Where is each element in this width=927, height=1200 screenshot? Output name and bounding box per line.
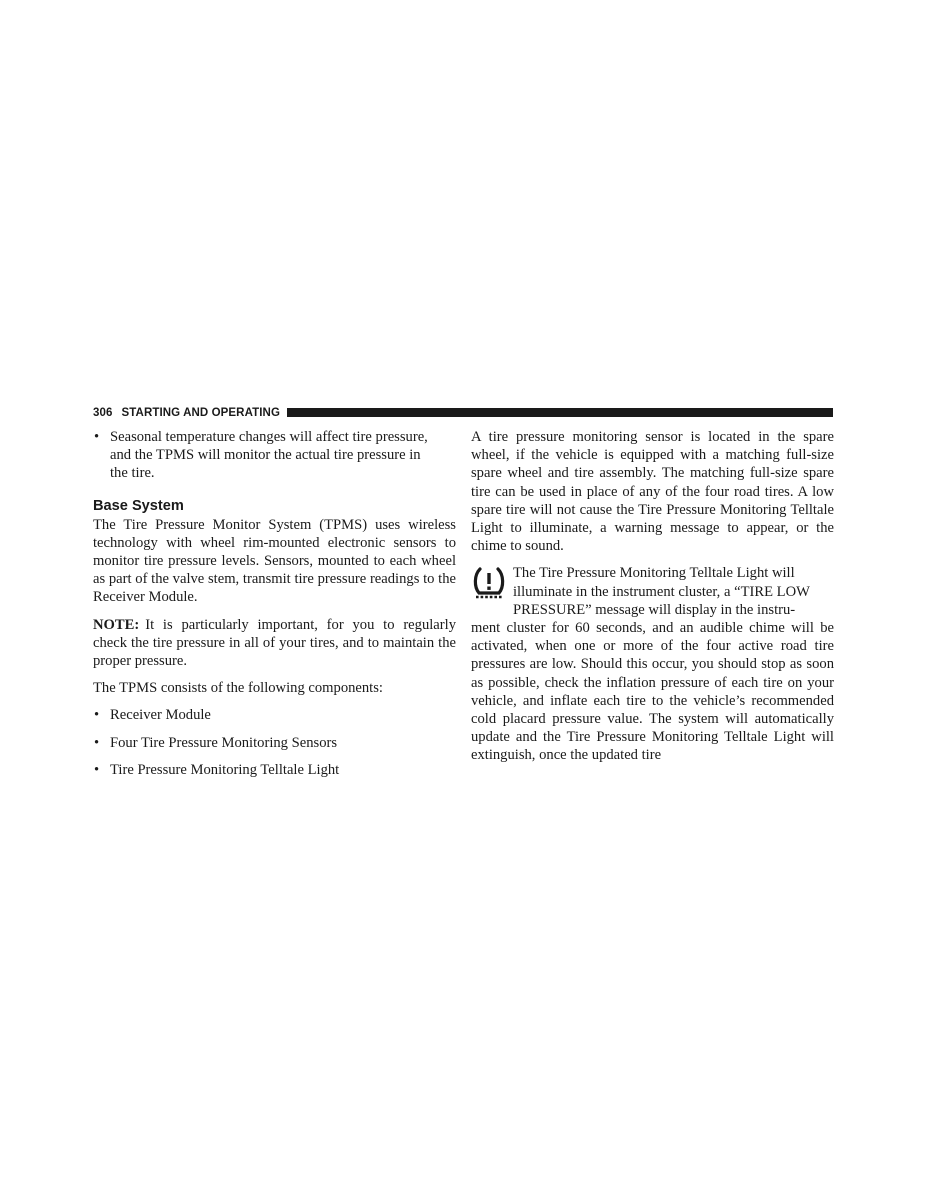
header-rule: [287, 408, 833, 417]
section-heading: Base System: [93, 497, 184, 514]
list-item: [93, 428, 456, 483]
telltale-line: PRESSURE” message will display in the instru-: [513, 601, 796, 618]
list-item: [93, 706, 456, 724]
list-item: [93, 734, 456, 752]
section-title: STARTING AND OPERATING: [121, 406, 281, 419]
bullet-text-line: and the TPMS will monitor the actual tire pressure in: [110, 447, 421, 464]
note-paragraph: [93, 616, 456, 671]
component-label: Receiver Module: [110, 707, 211, 724]
bullet-text-line: the tire.: [110, 465, 155, 482]
note-label: NOTE:: [93, 616, 140, 633]
bullet-icon: •: [94, 707, 100, 724]
telltale-paragraph: [471, 564, 834, 764]
component-label: Four Tire Pressure Monitoring Sensors: [110, 734, 338, 751]
telltale-line: The Tire Pressure Monitoring Telltale Light will: [513, 565, 795, 582]
page-number: 306: [93, 406, 113, 419]
bullet-icon: •: [94, 734, 100, 751]
telltale-continued: ment cluster for 60 seconds, and an audible chime will be activated, when one or more of the four active road tire pressures are low. Should this occur, you should stop as soon as possible, check the inflation pressure of each tire on your vehicle, and inflate each tire to the vehicle’s recommended cold placard pressure value. The system will automatically update and the Tire Pressure Monitoring Telltale Light will extinguish, once the updated tire: [471, 620, 834, 764]
page-header: [93, 404, 833, 421]
telltale-line: illuminate in the instrument cluster, a “TIRE LOW: [513, 583, 810, 600]
component-label: Tire Pressure Monitoring Telltale Light: [110, 761, 340, 778]
note-text: It is particularly important, for you to regularly check the tire pressure in all of your tires, and to maintain the proper pressure.: [93, 616, 456, 670]
list-item: [93, 761, 456, 779]
bullet-icon: •: [94, 429, 100, 445]
components-intro: The TPMS consists of the following components:: [93, 680, 383, 697]
tire-pressure-warning-icon: [471, 565, 507, 601]
spare-tire-paragraph: A tire pressure monitoring sensor is located in the spare wheel, if the vehicle is equipped with a matching full-size spare wheel and tire assembly. The matching full-size spare tire can be used in place of any of the four road tires. A low spare tire will not cause the Tire Pressure Monitoring Telltale Light to illuminate, a warning message to appear, or the chime to sound.: [471, 429, 834, 555]
right-column: [471, 428, 834, 774]
base-system-paragraph: The Tire Pressure Monitor System (TPMS) uses wireless technology with wheel rim-mounted electronic sensors to monitor tire pressure levels. Sensors, mounted to each wheel as part of the valve stem, transmit tire pressure readings to the Receiver Module.: [93, 516, 456, 606]
bullet-icon: •: [94, 761, 100, 778]
left-column: [93, 428, 456, 788]
bullet-text-line: Seasonal temperature changes will affect tire pressure,: [110, 429, 428, 445]
